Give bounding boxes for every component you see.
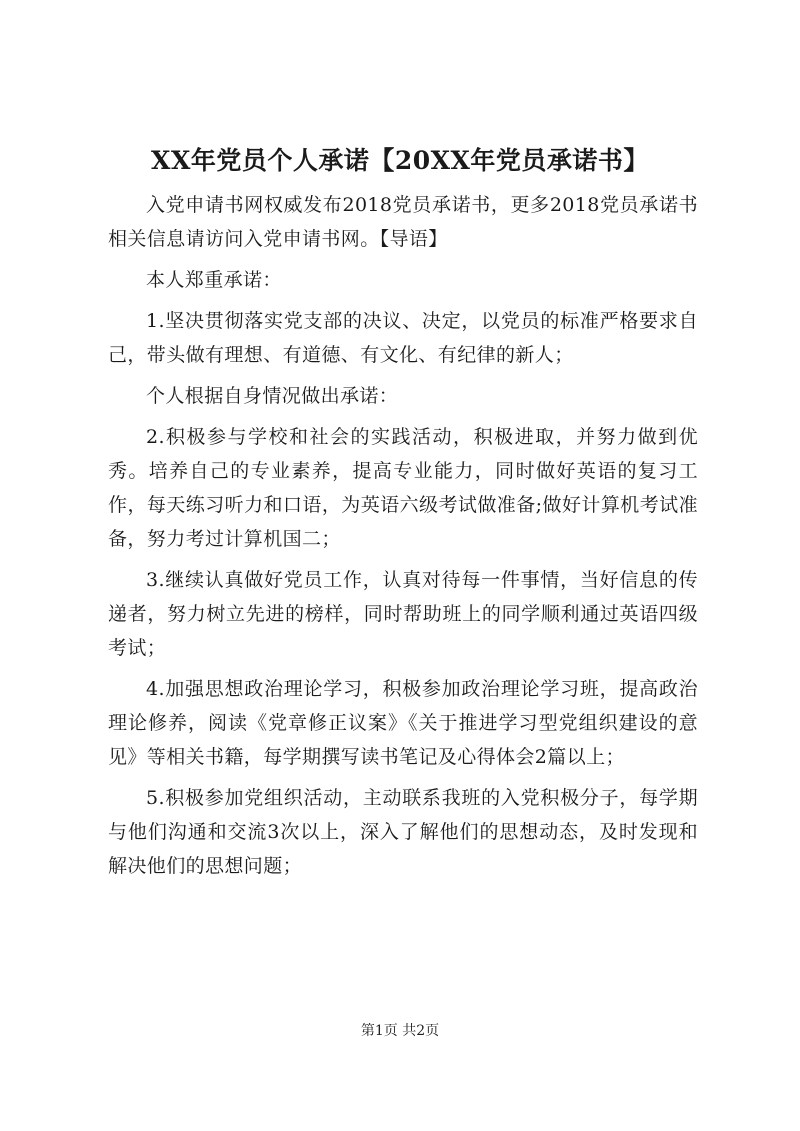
paragraph-item-5: 5.积极参加党组织活动，主动联系我班的入党积极分子，每学期与他们沟通和交流3次以上，深入了解他们的思想动态，及时发现和解决他们的思想问题； bbox=[108, 787, 698, 877]
document-body bbox=[108, 188, 698, 890]
paragraph-item-1: 1.坚决贯彻落实党支部的决议、决定，以党员的标准严格要求自己，带头做有理想、有道德、有文化、有纪律的新人； bbox=[108, 310, 698, 366]
paragraph-pledge-opening: 本人郑重承诺： bbox=[146, 269, 282, 291]
paragraph-personal-pledge: 个人根据自身情况做出承诺： bbox=[146, 385, 399, 407]
paragraph-intro: 入党申请书网权威发布2018党员承诺书，更多2018党员承诺书相关信息请访问入党申请书网。【导语】 bbox=[108, 194, 698, 250]
paragraph-item-4: 4.加强思想政治理论学习，积极参加政治理论学习班，提高政治理论修养，阅读《党章修正议案》《关于推进学习型党组织建设的意见》等相关书籍，每学期撰写读书笔记及心得体会2篇以上； bbox=[108, 678, 698, 768]
paragraph-item-2: 2.积极参与学校和社会的实践活动，积极进取，并努力做到优秀。培养自己的专业素养，提高专业能力，同时做好英语的复习工作，每天练习听力和口语，为英语六级考试做准备;做好计算机考试准备，努力考过计算机国二； bbox=[108, 426, 698, 550]
paragraph-item-3: 3.继续认真做好党员工作，认真对待每一件事情，当好信息的传递者，努力树立先进的榜样，同时帮助班上的同学顺利通过英语四级考试； bbox=[108, 569, 698, 659]
page-number-footer: 第1页 共2页 bbox=[360, 1023, 440, 1039]
document-title: XX年党员个人承诺【20XX年党员承诺书】 bbox=[151, 146, 649, 175]
